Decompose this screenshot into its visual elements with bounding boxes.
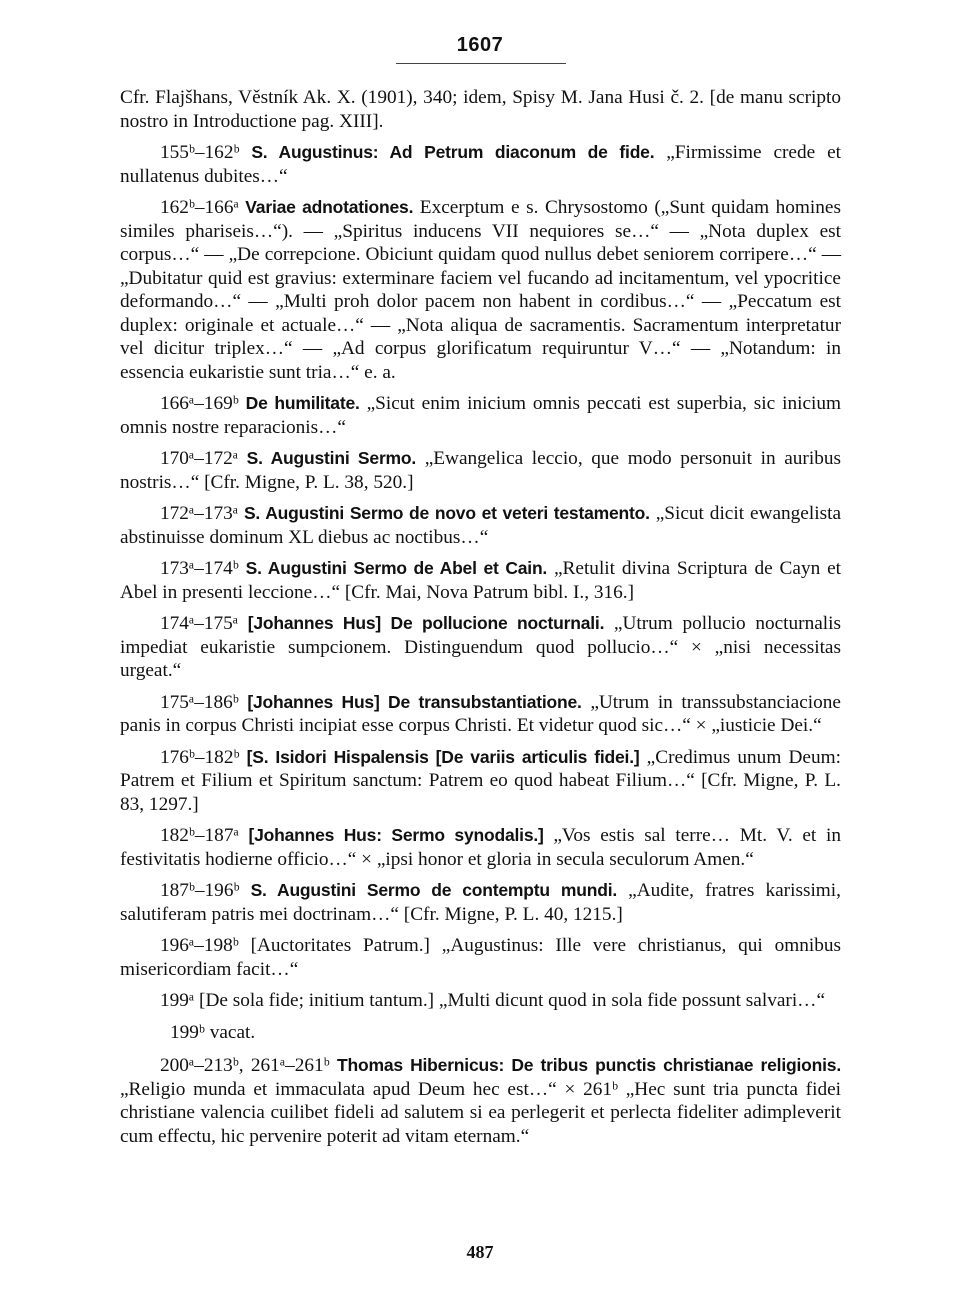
entry-7 xyxy=(120,691,841,738)
entry-head: De humilitate. xyxy=(245,393,360,413)
entry-ref: 162ᵇ–166ᵃ xyxy=(160,197,239,218)
entry-head: [S. Isidori Hispalensis [De variis articulis fidei.] xyxy=(246,746,640,767)
entry-ref: 187ᵇ–196ᵇ xyxy=(160,880,240,901)
entry-tail: „Audite, fratres karissimi, salutiferam patris mei doctrinam…“ [Cfr. Migne, P. L. 40, 1215.] xyxy=(120,880,841,925)
intro-paragraph: Cfr. Flajšhans, Věstník Ak. X. (1901), 340; idem, Spisy M. Jana Husi č. 2. [de manu scripto nostro in Introductione pag. XIII]. xyxy=(120,87,841,132)
entry-head: [Johannes Hus] De pollucione nocturnali. xyxy=(247,613,605,633)
entry-tail: Excerptum e s. Chrysostomo („Sunt quidam homines similes phariseis…“). — „Spiritus inducens VII nequiores se…“ — „Nota duplex est corpus…“ — „De correpcione. Obiciunt quidam quod nullus debet seniorem corripere…“ — „Dubitatur quid est gravius: exterminare faciem vel fucando ad incitamentum, vel ypocritice deformando…“ — „Multi proh dolor pacem non habent in cordibus…“ — „Peccatum est duplex: originale et actuale…“ — „Nota aliqua de sacramentis. Sacramentum interpretatur vel dicitur triplex…“ — „Ad corpus glorificatum requiruntur V…“ — „Notandum: in essencia eukaristie sunt tria…“ e. a. xyxy=(120,197,841,383)
entry-ref: 196ᵃ–198ᵇ xyxy=(160,935,239,956)
vacat-line: 199ᵇ vacat. xyxy=(170,1021,256,1043)
entry-6 xyxy=(120,612,841,683)
entry-tail: [De sola fide; initium tantum.] „Multi dicunt quod in sola fide possunt salvari…“ xyxy=(194,990,826,1011)
entry-ref: 166ᵃ–169ᵇ xyxy=(160,393,239,414)
document-body xyxy=(120,86,841,1156)
entry-ref: 172ᵃ–173ᵃ xyxy=(160,503,239,524)
entry-10 xyxy=(120,879,841,926)
entry-8 xyxy=(120,746,841,817)
entry-ref: 155ᵇ–162ᵇ xyxy=(160,142,240,163)
entry-head: [Johannes Hus: Sermo synodalis.] xyxy=(248,825,544,845)
entry-head: S. Augustini Sermo de contemptu mundi. xyxy=(250,880,618,900)
entry-5 xyxy=(120,557,841,604)
entry-tail: „Utrum pollucio nocturnalis impediat eukaristie sumpcionem. Distinguendum quod pollucio…“ × „nisi necessitas urgeat.“ xyxy=(120,613,841,681)
entry-head: S. Augustinus: Ad Petrum diaconum de fide. xyxy=(251,142,655,162)
entry-4 xyxy=(120,502,841,549)
entry-ref: 199ᵃ xyxy=(160,990,195,1011)
entry-3 xyxy=(120,447,841,494)
entry-12 xyxy=(120,989,841,1013)
entry-ref: 182ᵇ–187ᵃ xyxy=(160,825,239,846)
entry-tail: „Retulit divina Scriptura de Cayn et Abel in presenti leccione…“ [Cfr. Mai, Nova Patrum bibl. I., 316.] xyxy=(120,558,842,603)
entry-ref: 175ᵃ–186ᵇ xyxy=(160,691,239,713)
entry-9 xyxy=(120,824,841,871)
page-header: 1607 xyxy=(456,34,504,56)
entry-head: S. Augustini Sermo. xyxy=(246,448,417,468)
entry-head: Variae adnotationes. xyxy=(245,197,414,217)
entry-1 xyxy=(120,196,841,384)
entry-11 xyxy=(120,934,841,981)
entry-2 xyxy=(120,392,841,439)
entry-tail: „Firmissime crede et nullatenus dubites…“ xyxy=(120,142,841,187)
entry-head: S. Augustini Sermo de Abel et Cain. xyxy=(245,558,548,578)
entry-thomas xyxy=(120,1054,841,1148)
page-number: 487 xyxy=(466,1242,494,1262)
entry-ref: 174ᵃ–175ᵃ xyxy=(160,613,239,634)
entry-ref: 200ᵃ–213ᵇ, 261ᵃ–261ᵇ xyxy=(160,1055,330,1076)
entry-tail: „Religio munda et immaculata apud Deum hec est…“ × 261ᵇ „Hec sunt tria puncta fidei christiane valencia cuilibet fideli ad salutem si ea perlegerit et perlecta fideliter adimpleverit cum effectu, hic pervenire poterit ad vitam eternam.“ xyxy=(120,1078,841,1147)
entry-0 xyxy=(120,141,841,188)
entry-tail: „Credimus unum Deum: Patrem et Filium et Spiritum sanctum: Patrem eo quod habeat Filium…“ [Cfr. Migne, P. L. 83, 1297.] xyxy=(120,746,841,815)
entry-tail: „Ewangelica leccio, que modo personuit in auribus nostris…“ [Cfr. Migne, P. L. 38, 520.] xyxy=(120,448,841,493)
entry-tail: „Vos estis sal terre… Mt. V. et in festivitatis hodierne officio…“ × „ipsi honor et gloria in secula seculorum Amen.“ xyxy=(120,825,842,870)
entry-tail: „Sicut dicit ewangelista abstinuisse dominum XL diebus ac noctibus…“ xyxy=(120,503,841,548)
entry-ref: 173ᵃ–174ᵇ xyxy=(160,558,239,579)
entry-tail: „Utrum in transsubstanciacione panis in corpus Christi incipiat esse corpus Christi. Et videtur quod sic…“ × „iusticie Dei.“ xyxy=(120,691,841,736)
entry-tail: [Auctoritates Patrum.] „Augustinus: Ille vere christianus, qui omnibus misericordiam facit…“ xyxy=(120,935,841,980)
entry-head: Thomas Hibernicus: De tribus punctis christianae religionis. xyxy=(336,1055,841,1075)
entry-tail: „Sicut enim inicium omnis peccati est superbia, sic inicium omnis nostre reparacionis…“ xyxy=(120,393,841,438)
entry-head: [Johannes Hus] De transubstantiatione. xyxy=(247,691,582,712)
entry-head: S. Augustini Sermo de novo et veteri testamento. xyxy=(243,503,650,523)
entry-ref: 170ᵃ–172ᵃ xyxy=(160,448,239,469)
header-rule xyxy=(396,63,566,64)
entry-ref: 176ᵇ–182ᵇ xyxy=(160,746,240,768)
